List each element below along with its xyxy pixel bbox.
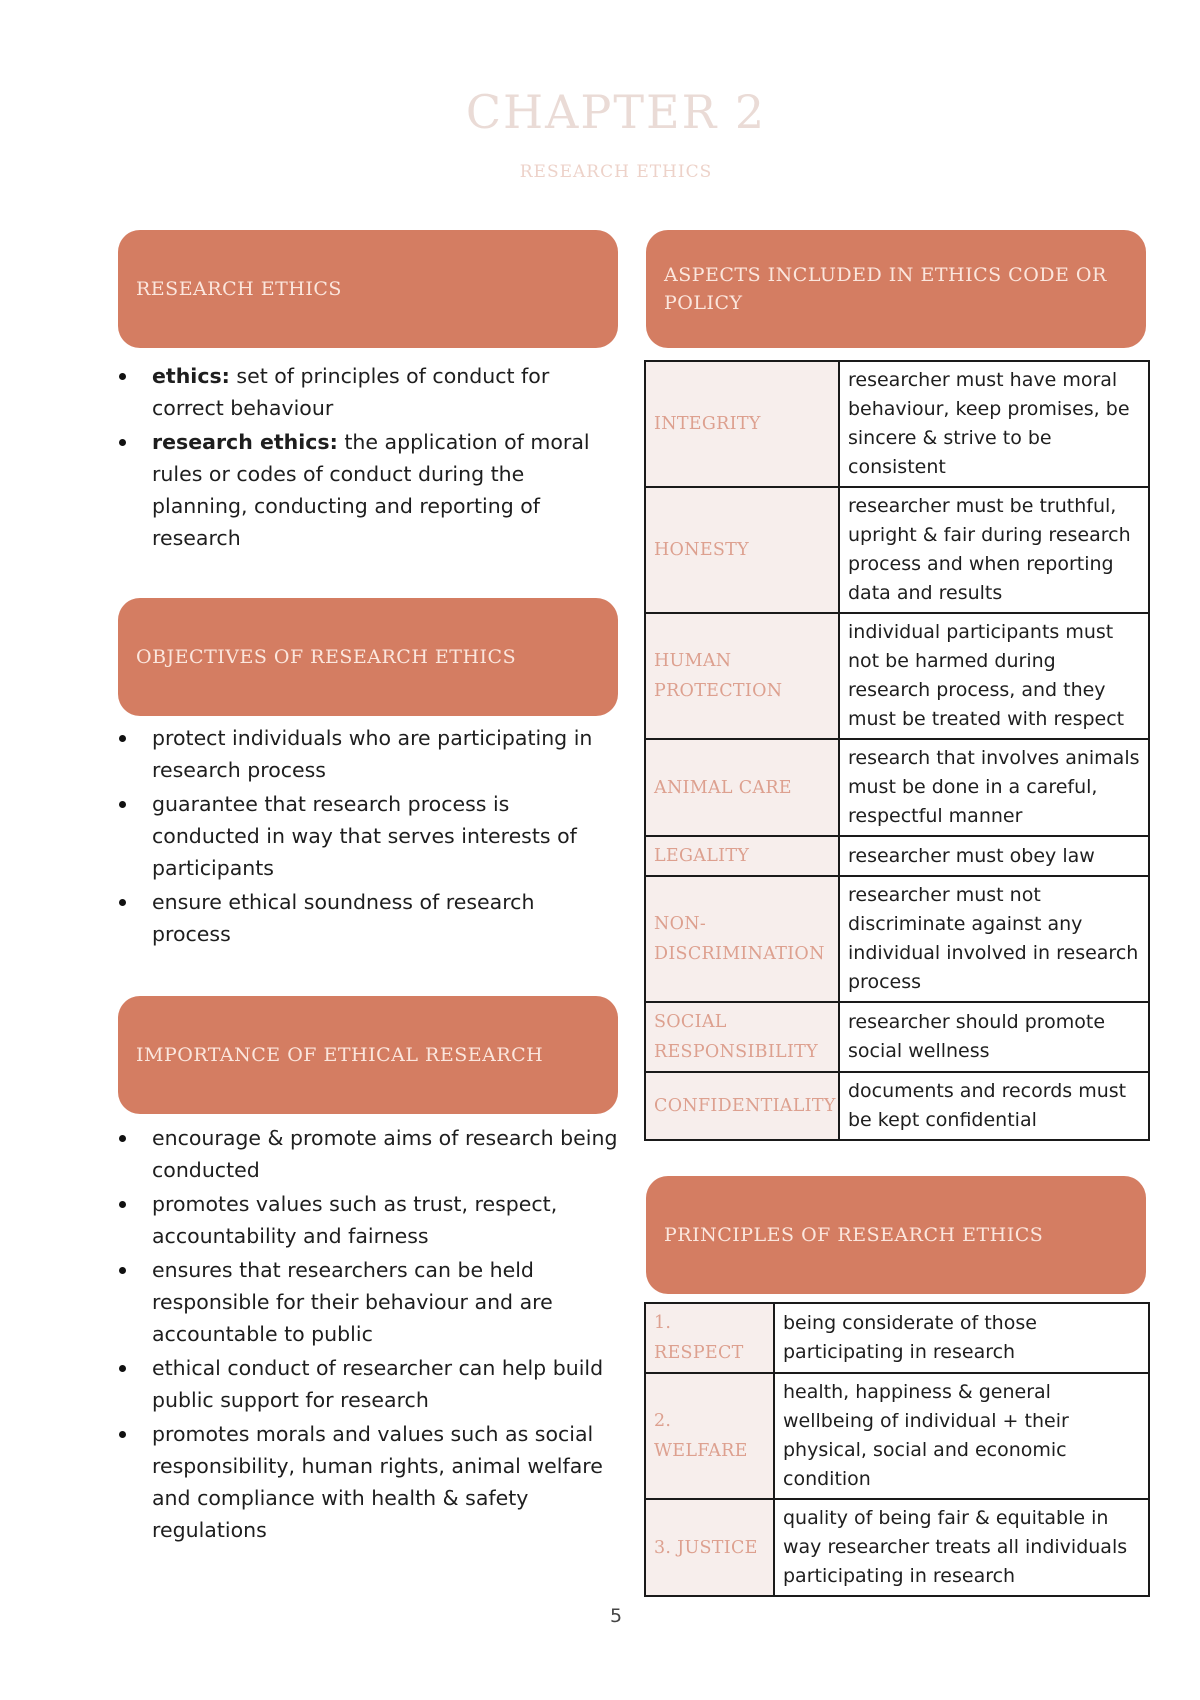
table-row <box>645 1499 1149 1596</box>
list-item: ethical conduct of researcher can help build public support for research <box>118 1352 618 1416</box>
aspect-label: HUMAN PROTECTION <box>645 613 839 739</box>
aspect-label: SOCIAL RESPONSIBILITY <box>645 1002 839 1072</box>
importance-heading-text: IMPORTANCE OF ETHICAL RESEARCH <box>136 1044 544 1066</box>
principles-table <box>644 1302 1150 1597</box>
research-ethics-heading-text: RESEARCH ETHICS <box>136 278 342 300</box>
principle-label: 3. JUSTICE <box>645 1499 774 1596</box>
aspects-heading <box>646 230 1146 348</box>
importance-list <box>118 1122 618 1548</box>
importance-heading <box>118 996 618 1114</box>
table-row <box>645 739 1149 836</box>
aspect-label: HONESTY <box>645 487 839 613</box>
objectives-heading <box>118 598 618 716</box>
objectives-heading-text: OBJECTIVES OF RESEARCH ETHICS <box>136 646 517 668</box>
aspects-table <box>644 360 1150 1141</box>
table-row <box>645 487 1149 613</box>
principles-heading-text: PRINCIPLES OF RESEARCH ETHICS <box>664 1224 1044 1246</box>
list-item: ensures that researchers can be held responsible for their behaviour and are accountable to public <box>118 1254 618 1350</box>
list-item: guarantee that research process is conducted in way that serves interests of participants <box>118 788 618 884</box>
list-item: ethics: set of principles of conduct for correct behaviour <box>118 360 618 424</box>
table-row <box>645 361 1149 487</box>
principle-label: 2. WELFARE <box>645 1373 774 1499</box>
table-row <box>645 1373 1149 1499</box>
aspect-description: documents and records must be kept confidential <box>839 1072 1149 1140</box>
aspect-label: ANIMAL CARE <box>645 739 839 836</box>
aspect-description: researcher should promote social wellness <box>839 1002 1149 1072</box>
aspect-label: INTEGRITY <box>645 361 839 487</box>
chapter-title: CHAPTER 2 <box>465 85 767 139</box>
table-row <box>645 836 1149 876</box>
aspect-label: CONFIDENTIALITY <box>645 1072 839 1140</box>
list-item: ensure ethical soundness of research process <box>118 886 618 950</box>
list-item: promotes values such as trust, respect, accountability and fairness <box>118 1188 618 1252</box>
list-item: promotes morals and values such as social responsibility, human rights, animal welfare and compliance with health & safety regulations <box>118 1418 618 1546</box>
table-row <box>645 876 1149 1002</box>
aspect-label: LEGALITY <box>645 836 839 876</box>
page-number: 5 <box>609 1605 623 1627</box>
aspect-description: researcher must be truthful, upright & fair during research process and when reporting data and results <box>839 487 1149 613</box>
aspect-description: researcher must not discriminate against any individual involved in research process <box>839 876 1149 1002</box>
aspect-description: researcher must obey law <box>839 836 1149 876</box>
chapter-subtitle: RESEARCH ETHICS <box>519 162 713 182</box>
list-item: research ethics: the application of moral rules or codes of conduct during the planning, conducting and reporting of research <box>118 426 618 554</box>
table-row <box>645 1002 1149 1072</box>
aspect-description: research that involves animals must be done in a careful, respectful manner <box>839 739 1149 836</box>
research-ethics-definitions <box>118 360 618 556</box>
aspect-description: individual participants must not be harmed during research process, and they must be treated with respect <box>839 613 1149 739</box>
table-row <box>645 1303 1149 1373</box>
aspect-description: researcher must have moral behaviour, keep promises, be sincere & strive to be consistent <box>839 361 1149 487</box>
list-item: protect individuals who are participating in research process <box>118 722 618 786</box>
principle-label: 1. RESPECT <box>645 1303 774 1373</box>
research-ethics-heading <box>118 230 618 348</box>
aspects-heading-text: ASPECTS INCLUDED IN ETHICS CODE OR POLICY <box>664 264 1107 314</box>
list-item: encourage & promote aims of research being conducted <box>118 1122 618 1186</box>
objectives-list <box>118 722 618 952</box>
principle-description: health, happiness & general wellbeing of individual + their physical, social and economic condition <box>774 1373 1149 1499</box>
aspect-label: NON-DISCRIMINATION <box>645 876 839 1002</box>
principle-description: being considerate of those participating in research <box>774 1303 1149 1373</box>
table-row <box>645 613 1149 739</box>
principle-description: quality of being fair & equitable in way researcher treats all individuals participating in research <box>774 1499 1149 1596</box>
principles-heading <box>646 1176 1146 1294</box>
table-row <box>645 1072 1149 1140</box>
